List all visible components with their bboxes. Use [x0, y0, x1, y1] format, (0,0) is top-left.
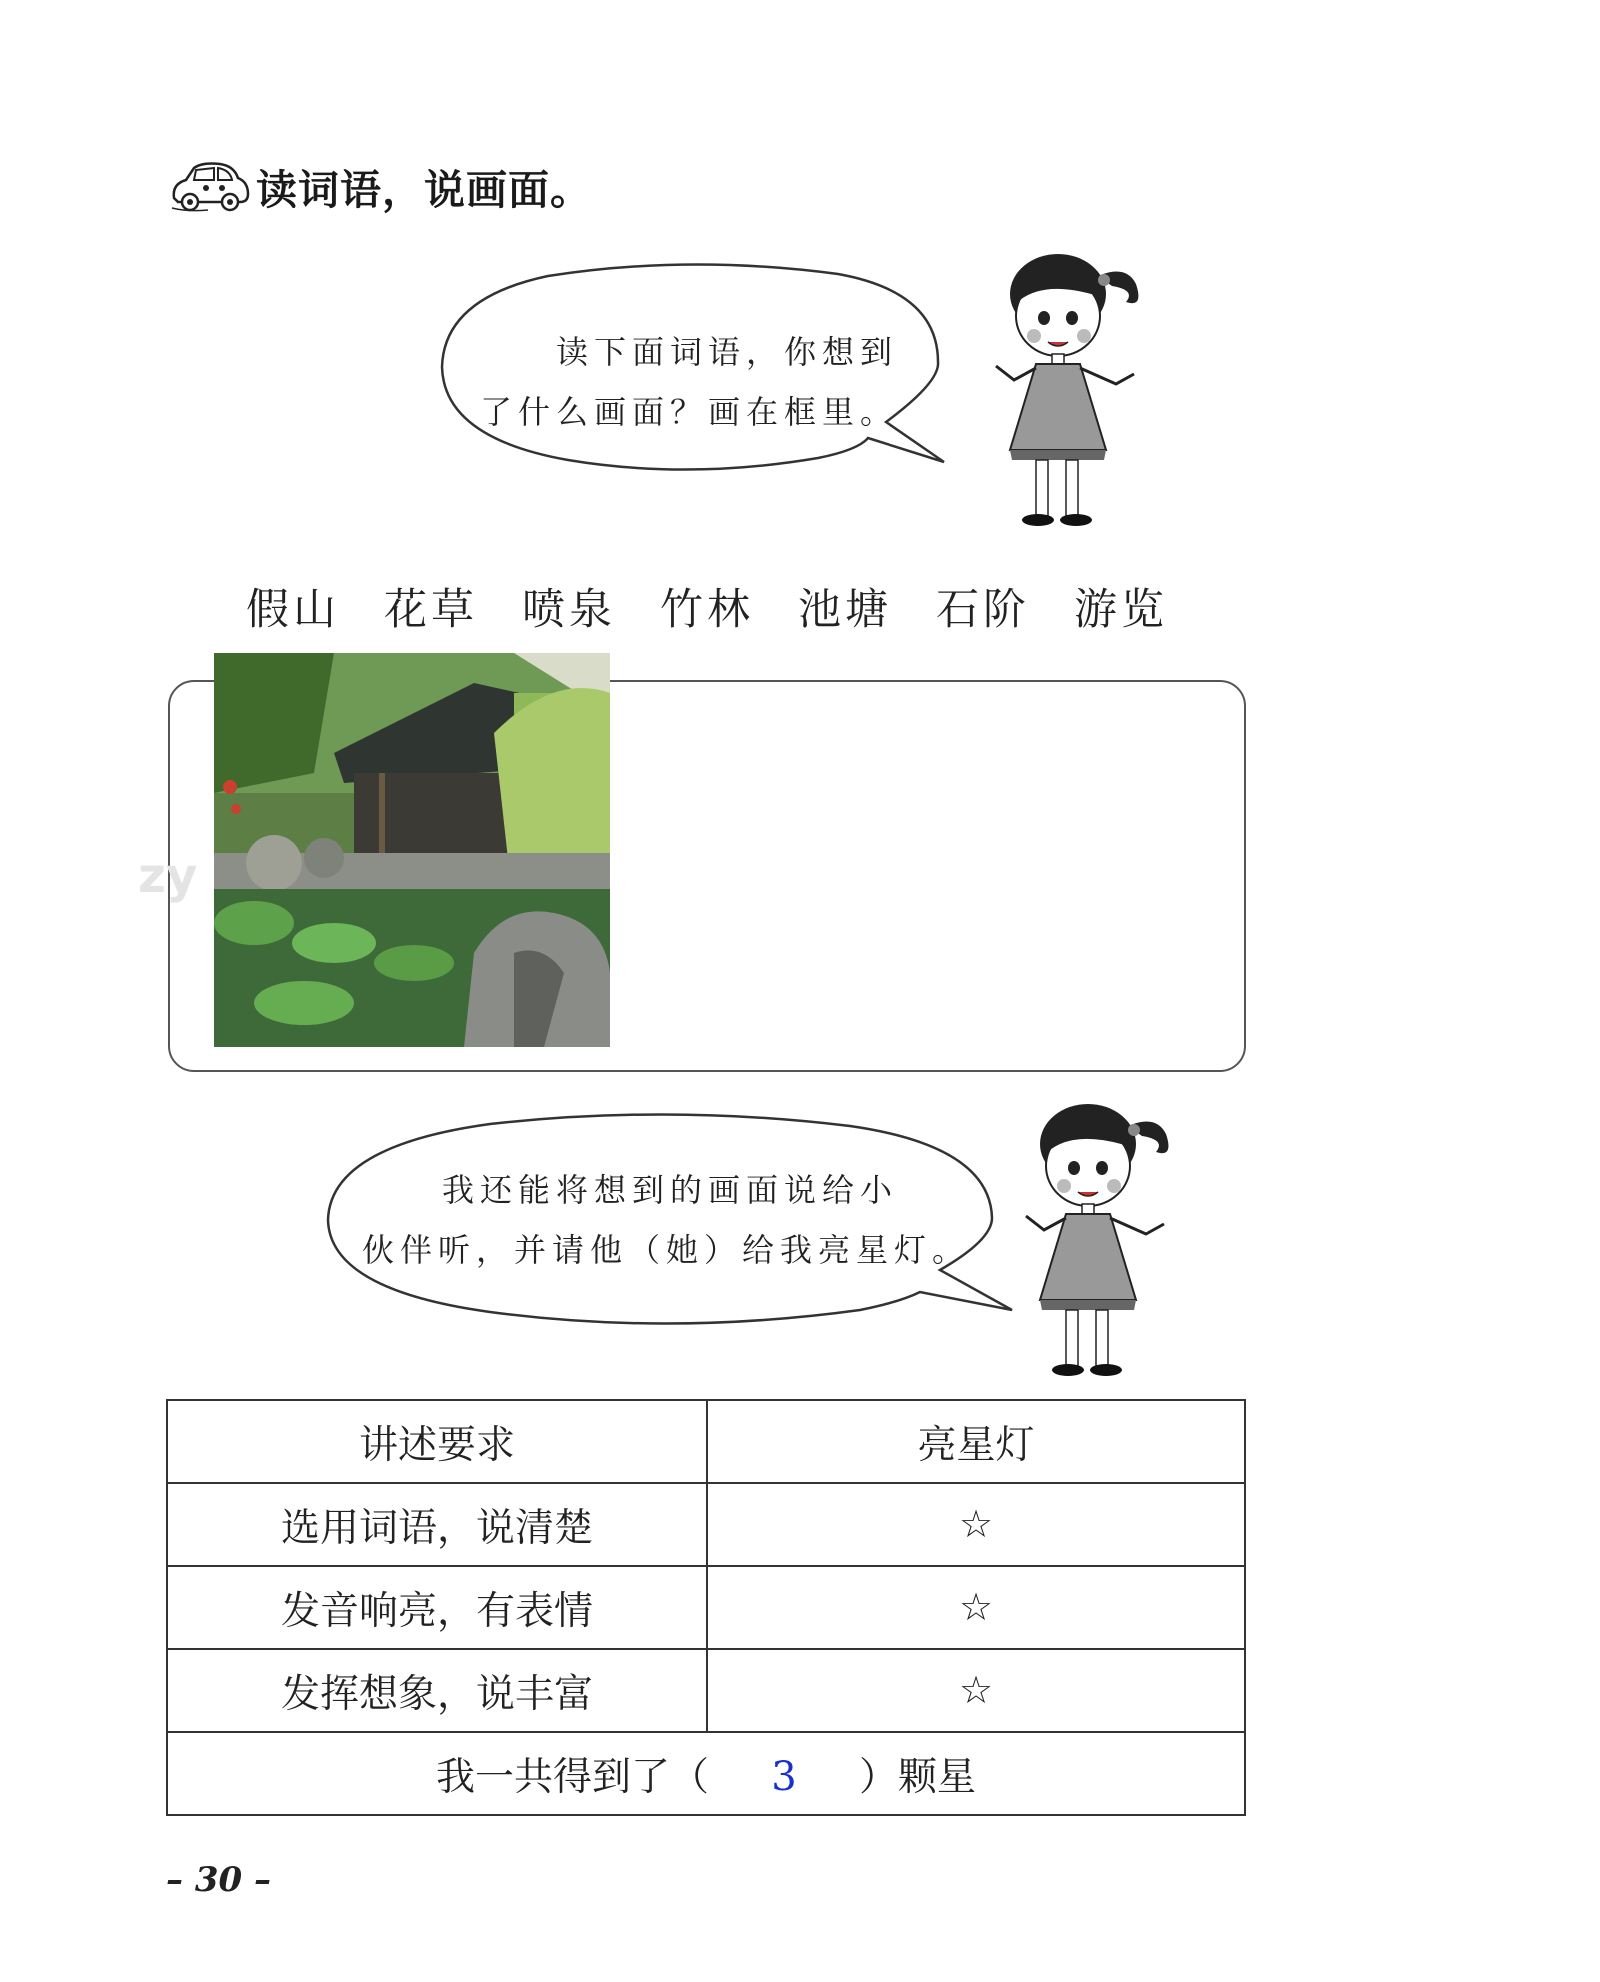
word-item: 石阶 [936, 585, 1030, 635]
star-icon[interactable]: ☆ [958, 1668, 994, 1712]
garden-photo [214, 653, 610, 1047]
rating-table [166, 1399, 1246, 1816]
star-cell[interactable] [707, 1649, 1245, 1732]
word-item: 竹林 [660, 585, 754, 635]
speech-bubble-1 [438, 262, 958, 484]
bubble-1-line-1: 读下面词语，你想到 [556, 333, 899, 371]
table-header-row [167, 1400, 1245, 1483]
star-icon[interactable]: ☆ [958, 1502, 994, 1546]
word-item: 喷泉 [522, 585, 616, 635]
requirement-cell: 发音响亮，有表情 [167, 1566, 707, 1649]
star-cell[interactable] [707, 1566, 1245, 1649]
heading-text: 读词语，说画面。 [256, 165, 592, 214]
watermark: zy [138, 848, 198, 904]
header-star: 亮星灯 [707, 1400, 1245, 1483]
table-row [167, 1483, 1245, 1566]
section-heading [168, 158, 592, 214]
speech-bubble-2 [320, 1110, 1020, 1336]
car-icon [168, 158, 252, 214]
table-row [167, 1649, 1245, 1732]
word-item: 假山 [246, 585, 340, 635]
star-icon[interactable]: ☆ [958, 1585, 994, 1629]
bubble-2-line-2: 伙伴听，并请他（她）给我亮星灯。 [362, 1231, 971, 1269]
page-number: – 30 – [166, 1860, 271, 1900]
requirement-cell: 发挥想象，说丰富 [167, 1649, 707, 1732]
header-requirement: 讲述要求 [167, 1400, 707, 1483]
word-item: 游览 [1074, 585, 1168, 635]
word-item: 花草 [384, 585, 478, 635]
bubble-1-line-2: 了什么画面？画在框里。 [480, 393, 899, 431]
word-item: 池塘 [798, 585, 892, 635]
girl-illustration [986, 250, 1196, 540]
table-row [167, 1566, 1245, 1649]
total-suffix: ）颗星 [859, 1754, 977, 1800]
word-list [246, 576, 1212, 637]
bubble-2-line-1: 我还能将想到的画面说给小 [442, 1171, 899, 1209]
total-cell [167, 1732, 1245, 1815]
total-stars-value[interactable]: 3 [771, 1753, 797, 1800]
requirement-cell: 选用词语，说清楚 [167, 1483, 707, 1566]
girl-illustration [1016, 1100, 1226, 1390]
star-cell[interactable] [707, 1483, 1245, 1566]
total-row [167, 1732, 1245, 1815]
total-prefix: 我一共得到了（ [435, 1754, 709, 1800]
